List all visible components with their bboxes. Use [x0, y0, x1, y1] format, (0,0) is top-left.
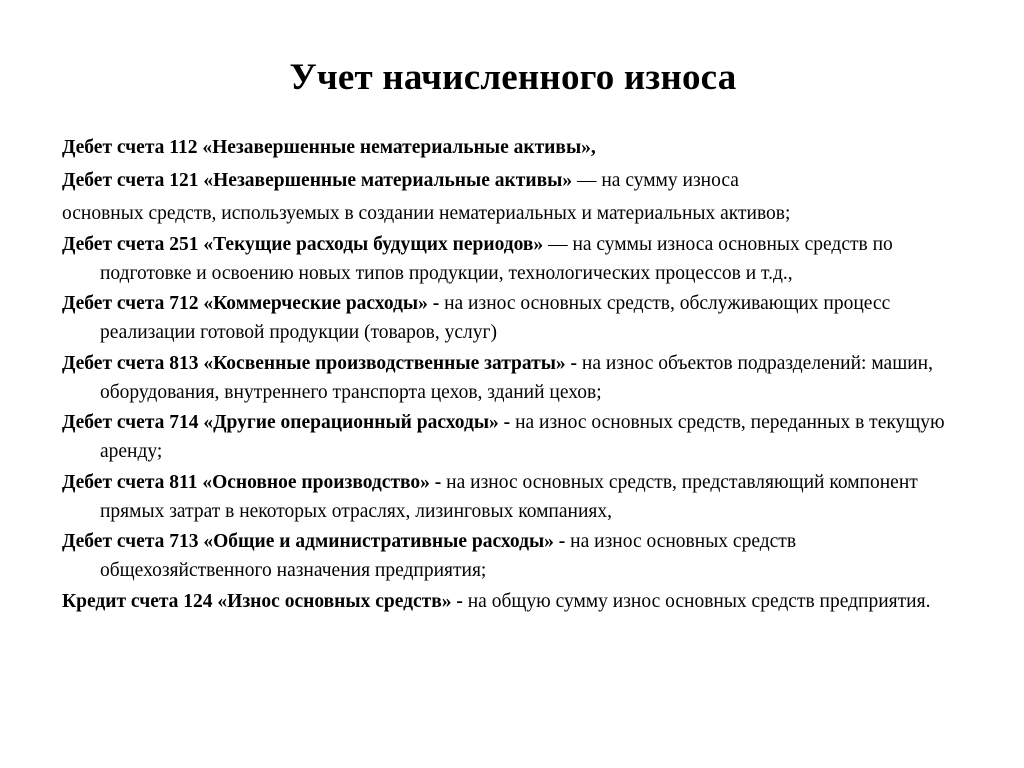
entry-text: на износ основных средств, обслуживающих процесс реализации готовой продукции (товаров, услуг)	[100, 293, 891, 343]
entry-label: Дебет счета 713 «Общие и административные расходы» -	[62, 531, 566, 552]
entry-label: Дебет счета 714 «Другие операционный расходы» -	[62, 412, 511, 433]
page-title: Учет начисленного износа	[289, 57, 737, 98]
entry-text: основных средств, используемых в создании нематериальных и материальных активов;	[62, 203, 791, 224]
entry-label: Дебет счета 811 «Основное производство» -	[62, 471, 442, 493]
entry-list	[62, 133, 964, 616]
entry-debit-712	[62, 289, 964, 347]
entry-label: Кредит счета 124 «Износ основных средств» -	[62, 590, 463, 612]
entry-debit-813	[62, 349, 964, 407]
entry-debit-251	[62, 230, 964, 288]
entry-label: Дебет счета 251 «Текущие расходы будущих периодов»	[62, 233, 544, 255]
entry-text: на износ основных средств общехозяйственного назначения предприятия;	[100, 531, 797, 581]
entry-credit-124	[62, 587, 964, 616]
entry-debit-713	[62, 527, 964, 585]
entry-debit-121	[62, 166, 964, 195]
entry-continuation	[62, 199, 964, 228]
entry-text: на износ основных средств, представляющий компонент прямых затрат в некоторых отраслях, лизинговых компаниях,	[100, 471, 918, 522]
entry-text: на износ основных средств, переданных в текущую аренду;	[100, 412, 945, 462]
entry-text: — на суммы износа основных средств по подготовке и освоению новых типов продукции, технологических процессов и т.д.,	[100, 233, 893, 284]
entry-debit-714	[62, 408, 964, 466]
entry-text: на общую сумму износ основных средств предприятия.	[462, 590, 931, 612]
entry-debit-811	[62, 468, 964, 526]
entry-label: Дебет счета 712 «Коммерческие расходы» -	[62, 293, 440, 314]
entry-label: Дебет счета 121 «Незавершенные материальные активы»	[62, 170, 573, 191]
entry-label: Дебет счета 813 «Косвенные производственные затраты» -	[62, 352, 578, 374]
entry-text: — на сумму износа	[572, 170, 739, 191]
entry-label: Дебет счета 112 «Незавершенные нематериальные активы»,	[62, 137, 596, 158]
entry-text: на износ объектов подразделений: машин, оборудования, внутреннего транспорта цехов, зданий цехов;	[100, 352, 933, 403]
entry-debit-112	[62, 133, 964, 162]
